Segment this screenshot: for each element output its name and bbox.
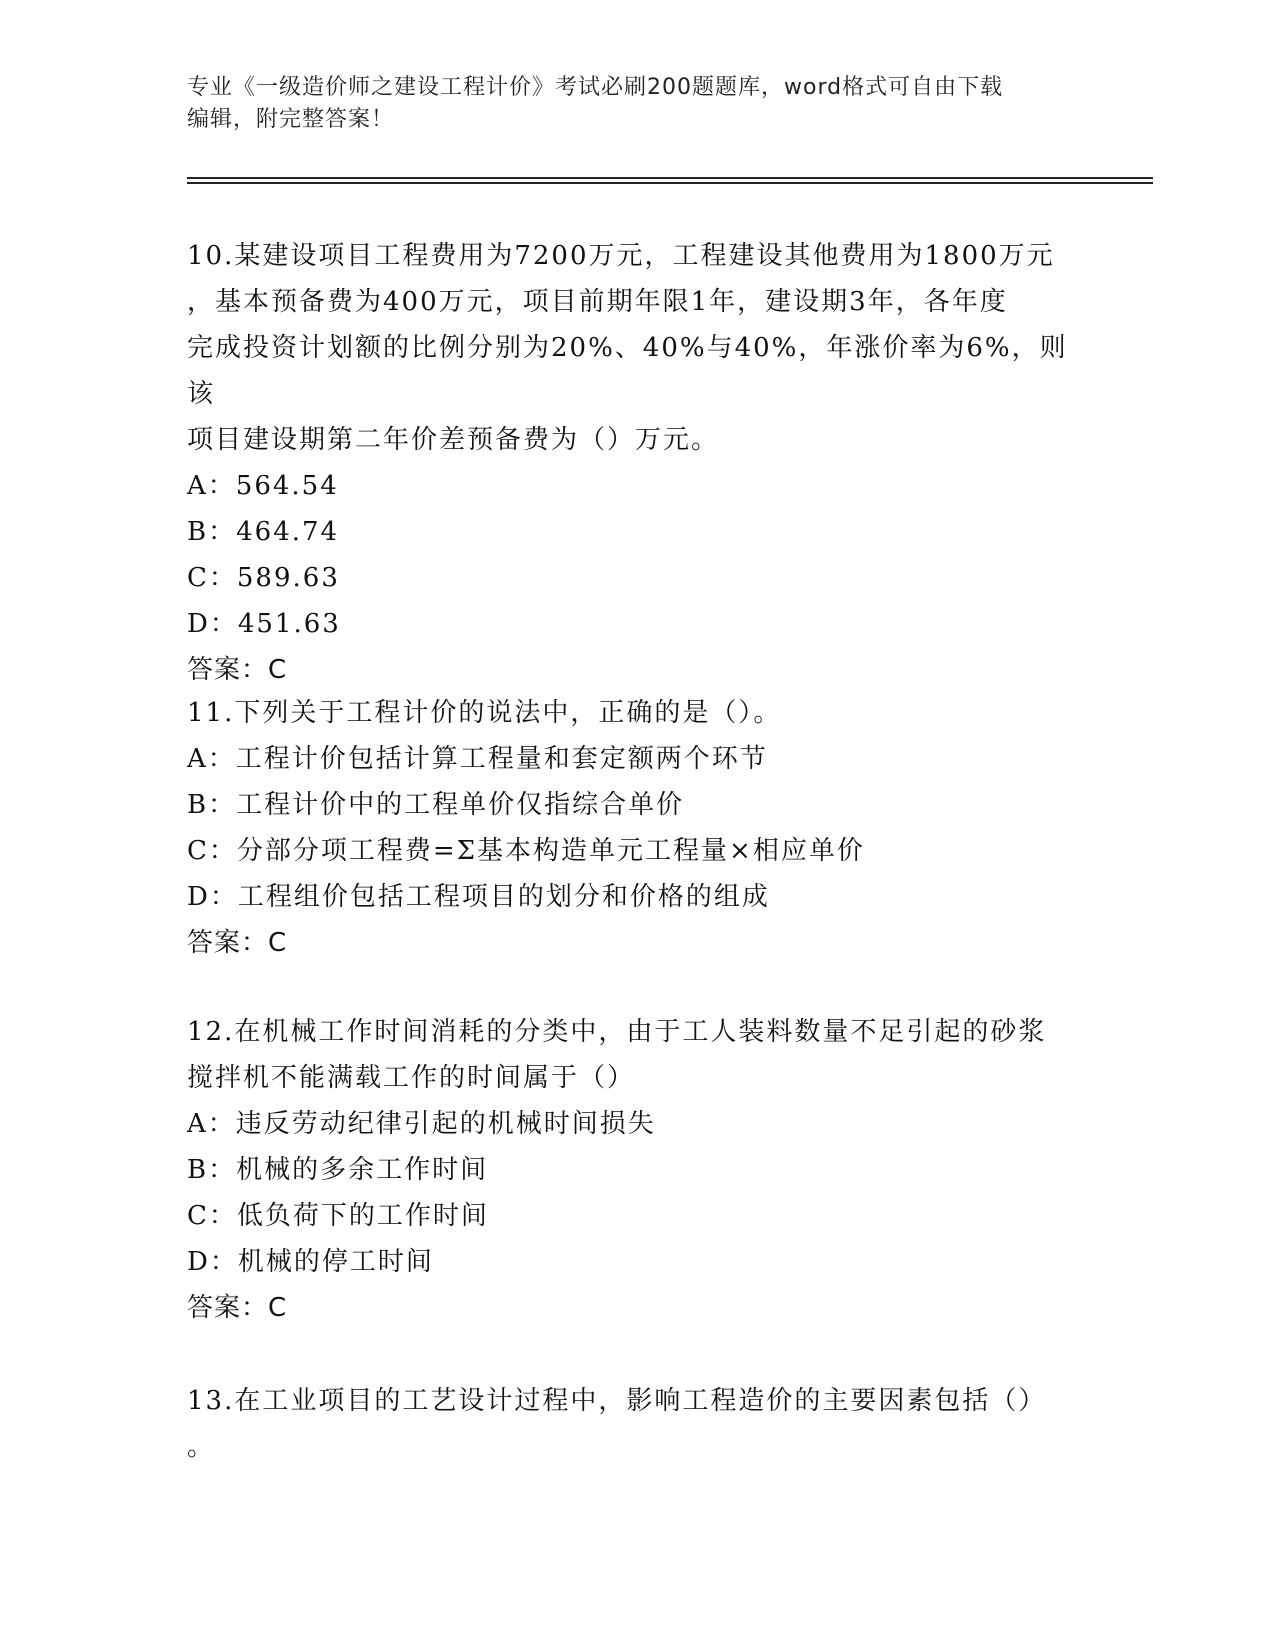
- header-line-1: 专业《一级造价师之建设工程计价》考试必刷200题题库，word格式可自由下载: [187, 75, 1004, 100]
- question-stem-line: 。: [187, 1432, 216, 1462]
- option-d: D：机械的停工时间: [187, 1247, 434, 1277]
- answer-line: 答案：C: [187, 1293, 288, 1323]
- question-stem-line: 搅拌机不能满载工作的时间属于（）: [187, 1063, 636, 1093]
- option-c: C：589.63: [187, 563, 340, 593]
- question-stem-line: 13.在工业项目的工艺设计过程中，影响工程造价的主要因素包括（）: [187, 1386, 1047, 1416]
- question-stem-line: 12.在机械工作时间消耗的分类中，由于工人装料数量不足引起的砂浆: [187, 1017, 1047, 1047]
- question-stem-line: 11.下列关于工程计价的说法中，正确的是（）。: [187, 698, 782, 728]
- option-c: C：低负荷下的工作时间: [187, 1201, 489, 1231]
- question-10: [187, 233, 1087, 693]
- option-a: A：工程计价包括计算工程量和套定额两个环节: [187, 744, 768, 774]
- header-divider-bottom: [187, 182, 1153, 184]
- question-12: [187, 1009, 1087, 1331]
- document-header: [187, 72, 1087, 136]
- header-divider-top: [187, 177, 1153, 179]
- option-b: B：工程计价中的工程单价仅指综合单价: [187, 790, 685, 820]
- option-a: A：违反劳动纪律引起的机械时间损失: [187, 1109, 656, 1139]
- option-b: B：464.74: [187, 517, 340, 547]
- option-c: C：分部分项工程费=Σ基本构造单元工程量×相应单价: [187, 836, 865, 866]
- option-b: B：机械的多余工作时间: [187, 1155, 489, 1185]
- question-stem-line: 完成投资计划额的比例分别为20%、40%与40%，年涨价率为6%，则该: [187, 333, 1068, 409]
- header-line-2: 编辑，附完整答案！: [187, 107, 395, 132]
- answer-line: 答案：C: [187, 928, 288, 958]
- option-a: A：564.54: [187, 471, 339, 501]
- option-d: D：工程组价包括工程项目的划分和价格的组成: [187, 882, 770, 912]
- option-d: D：451.63: [187, 609, 341, 639]
- question-13: [187, 1378, 1087, 1470]
- question-11: [187, 690, 1087, 966]
- question-stem-line: 10.某建设项目工程费用为7200万元，工程建设其他费用为1800万元: [187, 241, 1055, 271]
- question-stem-line: ，基本预备费为400万元，项目前期年限1年，建设期3年，各年度: [187, 287, 1008, 317]
- answer-line: 答案：C: [187, 655, 288, 685]
- question-stem-line: 项目建设期第二年价差预备费为（）万元。: [187, 425, 720, 455]
